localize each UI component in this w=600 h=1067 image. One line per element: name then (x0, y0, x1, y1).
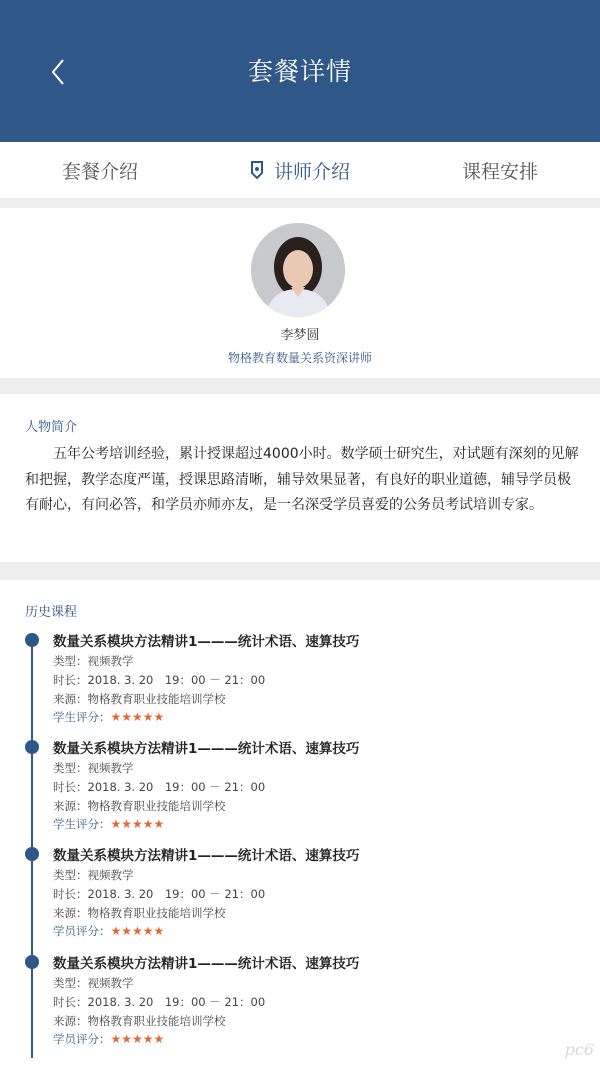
page-title: 套餐详情 (247, 57, 352, 86)
teacher-card (0, 208, 600, 378)
course-rating (53, 1031, 164, 1047)
tab-label: 课程安排 (461, 160, 538, 183)
header-bar (0, 0, 600, 142)
timeline-dot (25, 633, 39, 647)
course-source: 来源：物格教育职业技能培训学校 (53, 1014, 226, 1028)
course-rating (53, 709, 164, 725)
timeline-dot (25, 955, 39, 969)
tab-package-intro[interactable] (0, 142, 200, 198)
teacher-title: 物格教育数量关系资深讲师 (227, 351, 372, 365)
course-source: 来源：物格教育职业技能培训学校 (53, 692, 226, 706)
watermark-logo: pc6 (564, 1040, 594, 1059)
rating-label: 学员评分： (53, 1032, 111, 1046)
tab-teacher-intro[interactable] (200, 142, 400, 198)
badge-icon (250, 161, 264, 179)
bio-heading: 人物简介 (25, 420, 78, 435)
course-item[interactable] (0, 737, 600, 837)
course-title: 数量关系模块方法精讲1———统计术语、速算技巧 (53, 741, 360, 757)
star-rating: ★★★★★ (110, 1032, 165, 1046)
course-title: 数量关系模块方法精讲1———统计术语、速算技巧 (53, 848, 360, 864)
teacher-name: 李梦圆 (280, 328, 320, 343)
course-type: 类型：视频教学 (53, 761, 134, 775)
course-item[interactable] (0, 844, 600, 944)
tab-course-schedule[interactable] (400, 142, 600, 198)
star-rating: ★★★★★ (110, 924, 165, 938)
tab-label: 讲师介绍 (273, 160, 350, 183)
course-type: 类型：视频教学 (53, 868, 134, 882)
course-type: 类型：视频教学 (53, 654, 134, 668)
history-section (0, 580, 600, 1067)
course-duration: 时长：2018. 3. 20 19：00 － 21：00 (53, 780, 266, 794)
course-title: 数量关系模块方法精讲1———统计术语、速算技巧 (53, 956, 360, 972)
tab-label: 套餐介绍 (61, 160, 138, 183)
course-duration: 时长：2018. 3. 20 19：00 － 21：00 (53, 673, 266, 687)
course-item[interactable] (0, 952, 600, 1052)
course-title: 数量关系模块方法精讲1———统计术语、速算技巧 (53, 634, 360, 650)
star-rating: ★★★★★ (110, 710, 165, 724)
rating-label: 学生评分： (53, 817, 111, 831)
bio-section (0, 394, 600, 562)
course-type: 类型：视频教学 (53, 976, 134, 990)
course-duration: 时长：2018. 3. 20 19：00 － 21：00 (53, 887, 266, 901)
rating-label: 学生评分： (53, 710, 111, 724)
rating-label: 学员评分： (53, 924, 111, 938)
star-rating: ★★★★★ (110, 817, 165, 831)
course-source: 来源：物格教育职业技能培训学校 (53, 906, 226, 920)
history-heading: 历史课程 (25, 605, 78, 620)
timeline-dot (25, 740, 39, 754)
bio-text: 五年公考培训经验，累计授课超过4000小时。数学硕士研究生，对试题有深刻的见解和把握，教学态度严谨，授课思路清晰，辅导效果显著，有良好的职业道德，辅导学员极有耐心，有问必答，和学员亦师亦友，是一名深受学员喜爱的公务员考试培训专家。 (25, 446, 579, 513)
course-item[interactable] (0, 630, 600, 730)
tab-bar (0, 142, 600, 198)
avatar (251, 223, 345, 317)
course-rating (53, 923, 164, 939)
course-duration: 时长：2018. 3. 20 19：00 － 21：00 (53, 995, 266, 1009)
timeline-dot (25, 847, 39, 861)
course-source: 来源：物格教育职业技能培训学校 (53, 799, 226, 813)
course-rating (53, 816, 164, 832)
